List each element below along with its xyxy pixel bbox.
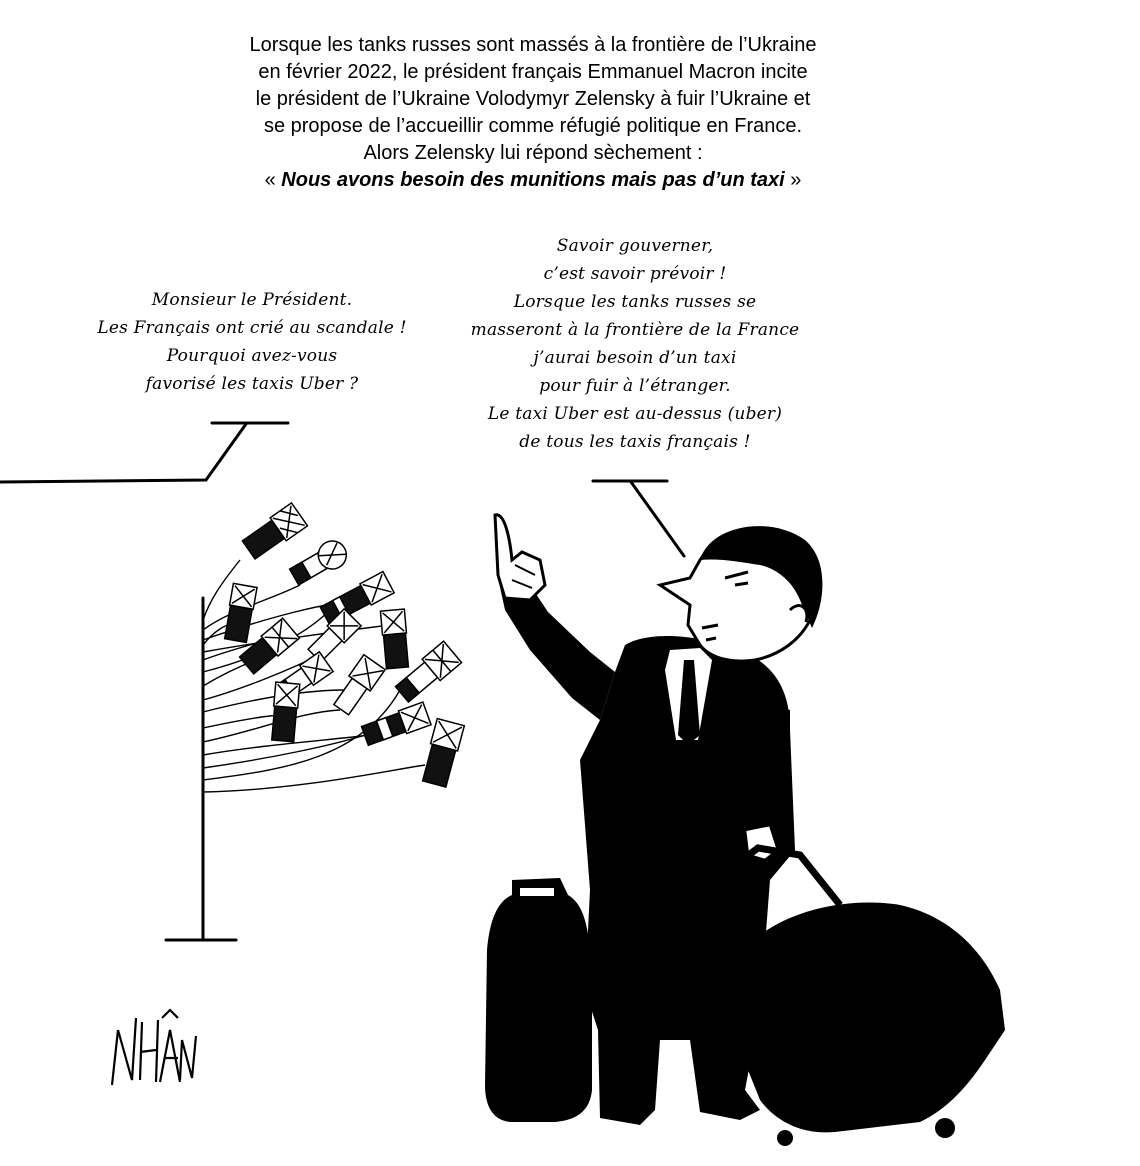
microphone-icon bbox=[361, 702, 431, 747]
speech-line: favorisé les taxis Uber ? bbox=[145, 374, 359, 394]
suitcase-handle bbox=[520, 888, 554, 896]
microphone-icon bbox=[224, 583, 257, 642]
speech-line: Monsieur le Président. bbox=[151, 290, 353, 310]
suitcase-wheel bbox=[777, 1130, 793, 1146]
quote-text: Nous avons besoin des munitions mais pas d’un taxi bbox=[281, 169, 785, 191]
suitcase-wheel bbox=[935, 1118, 955, 1138]
raised-hand bbox=[495, 515, 545, 600]
speech-line: Pourquoi avez-vous bbox=[166, 346, 338, 366]
caption-line: Alors Zelensky lui répond sèchement : bbox=[363, 142, 703, 164]
caption-line: se propose de l’accueillir comme réfugié politique en France. bbox=[263, 115, 803, 137]
microphone-stand bbox=[166, 598, 236, 940]
microphone-icon bbox=[271, 682, 300, 742]
artist-signature bbox=[112, 1010, 196, 1085]
caption-line: en février 2022, le président français Emmanuel Macron incite bbox=[258, 61, 808, 83]
microphone-icon bbox=[380, 609, 409, 669]
quote-close: » bbox=[784, 169, 802, 191]
speech-line: masseront à la frontière de la France bbox=[470, 320, 800, 340]
left-bubble-tail bbox=[0, 423, 288, 482]
speech-line: pour fuir à l’étranger. bbox=[539, 376, 731, 396]
speech-line: Les Français ont crié au scandale ! bbox=[97, 318, 407, 338]
caption-line: le président de l’Ukraine Volodymyr Zelensky à fuir l’Ukraine et bbox=[255, 88, 811, 110]
quote-open: « bbox=[264, 169, 282, 191]
right-bubble-tail bbox=[593, 481, 684, 556]
speech-line: de tous les taxis français ! bbox=[519, 432, 751, 452]
speech-line: j’aurai besoin d’un taxi bbox=[533, 348, 737, 368]
caption-line: Lorsque les tanks russes sont massés à la frontière de l’Ukraine bbox=[249, 34, 817, 56]
large-suitcase bbox=[740, 903, 1005, 1133]
speech-line: Lorsque les tanks russes se bbox=[513, 292, 757, 312]
speech-line: Savoir gouverner, bbox=[556, 236, 714, 256]
microphone-icon bbox=[287, 536, 351, 589]
microphone-icon bbox=[421, 719, 465, 788]
microphone-icon bbox=[241, 503, 308, 561]
speech-line: c’est savoir prévoir ! bbox=[543, 264, 727, 284]
small-suitcase bbox=[485, 878, 592, 1122]
speech-line: Le taxi Uber est au-dessus (uber) bbox=[487, 404, 783, 424]
microphone-icon bbox=[331, 655, 386, 717]
